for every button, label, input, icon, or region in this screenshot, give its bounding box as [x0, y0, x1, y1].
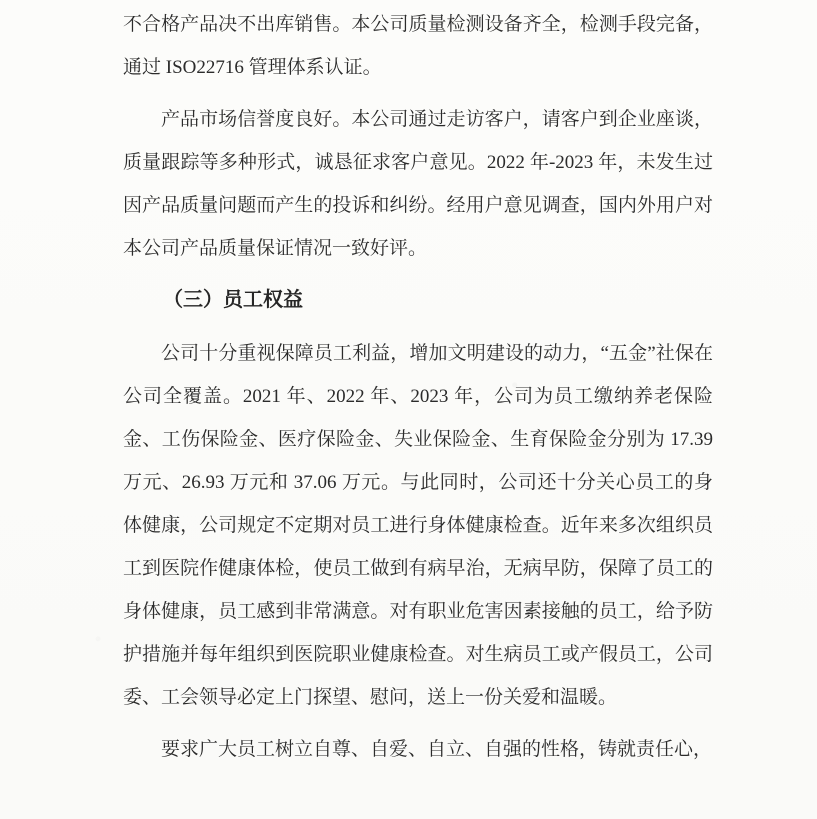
paragraph-employee-character: 要求广大员工树立自尊、自爱、自立、自强的性格，铸就责任心， — [161, 739, 713, 760]
section-heading-employee-rights: （三）员工权益 — [163, 289, 303, 311]
paragraph-employee-welfare: 公司十分重视保障员工利益，增加文明建设的动力，“五金”社保在公司全覆盖。2021 年、2022 年、2023 年，公司为员工缴纳养老保险金、工伤保险金、医疗保险金、失业保险金、生育保险金分别为 17.39 万元、26.93 万元和 37.06 万元。与此同时，公司还十分关心员工的身体健康，公司规定不定期对员工进行身体健康检查。近年来多次组织员工到医院作健康体检，使员工做到有病早治，无病早防，保障了员工的身体健康，员工感到非常满意。对有职业危害因素接触的员工，给予防护措施并每年组织到医院职业健康检查。对生病员工或产假员工，公司委、工会领导必定上门探望、慰问，送上一份关爱和温暖。 — [123, 343, 713, 708]
paragraph-quality-inspection: 不合格产品决不出库销售。本公司质量检测设备齐全，检测手段完备，通过 ISO22716 管理体系认证。 — [123, 14, 713, 78]
paragraph-market-reputation: 产品市场信誉度良好。本公司通过走访客户，请客户到企业座谈，质量跟踪等多种形式，诚恳征求客户意见。2022 年-2023 年，未发生过因产品质量问题而产生的投诉和纠纷。经用户意见调查，国内外用户对本公司产品质量保证情况一致好评。 — [123, 109, 713, 259]
